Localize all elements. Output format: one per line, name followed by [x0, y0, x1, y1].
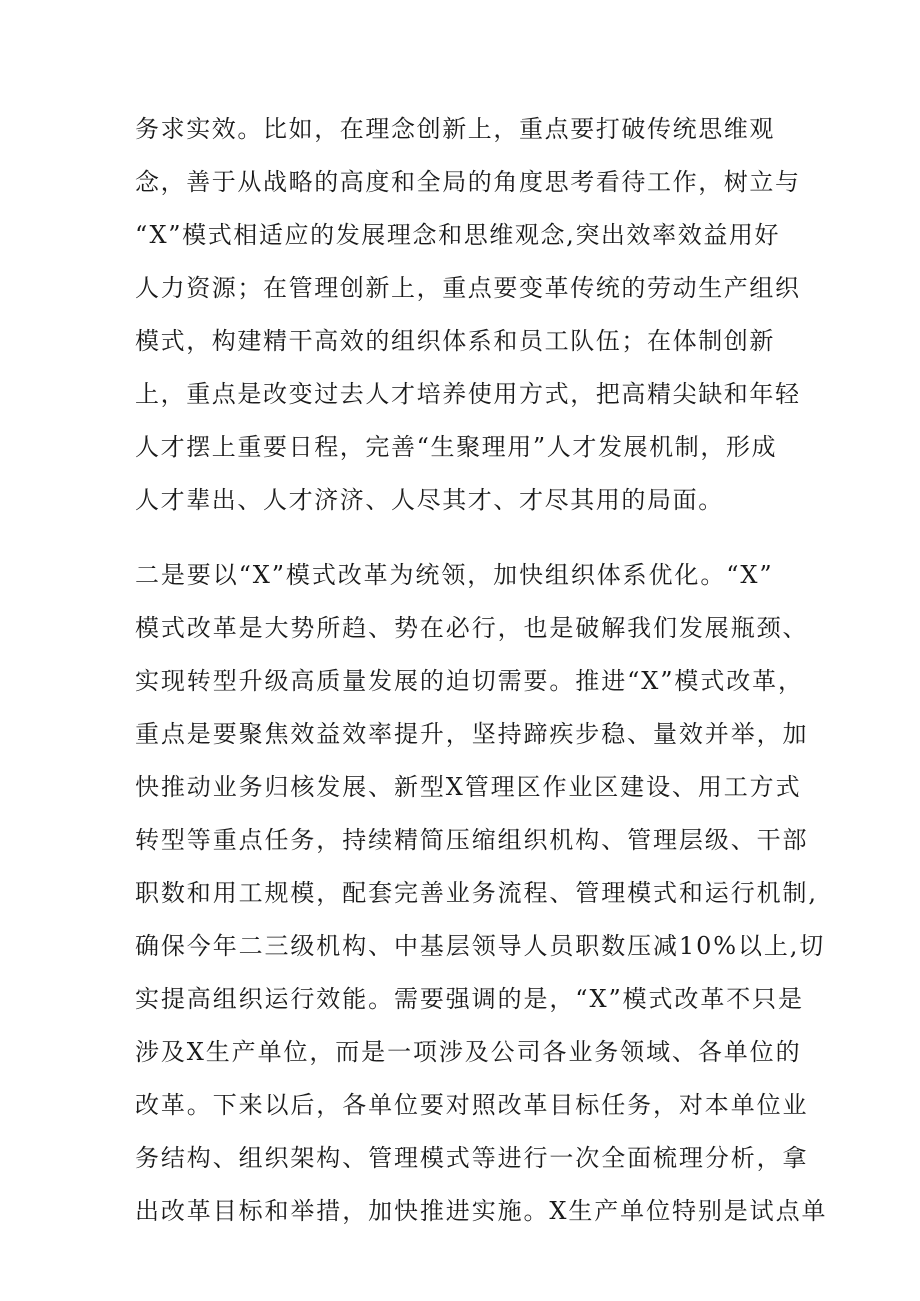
text-line: 务结构、组织架构、管理模式等进行一次全面梳理分析，拿 [135, 1144, 809, 1172]
text-line: 实现转型升级高质量发展的迫切需要。推进“X”模式改革， [135, 667, 804, 695]
text-line: 二是要以“X”模式改革为统领，加快组织体系优化。“X” [135, 561, 774, 589]
text-line: 念，善于从战略的高度和全局的角度思考看待工作，树立与 [135, 168, 801, 196]
text-line: 转型等重点任务，持续精简压缩组织机构、管理层级、干部 [135, 826, 809, 854]
text-line: 人才摆上重要日程，完善“生聚理用”人才发展机制，形成 [135, 433, 778, 461]
text-line: 务求实效。比如，在理念创新上，重点要打破传统思维观 [135, 115, 775, 143]
text-line: “X”模式相适应的发展理念和思维观念,突出效率效益用好 [135, 221, 781, 249]
text-line: 人才辈出、人才济济、人尽其才、才尽其用的局面。 [135, 486, 724, 514]
text-line: 模式改革是大势所趋、势在必行，也是破解我们发展瓶颈、 [135, 614, 809, 642]
text-line: 重点是要聚焦效益效率提升，坚持蹄疾步稳、量效并举，加 [135, 720, 809, 748]
text-line: 人力资源；在管理创新上，重点要变革传统的劳动生产组织 [135, 274, 801, 302]
text-line: 上，重点是改变过去人才培养使用方式，把高精尖缺和年轻 [135, 380, 801, 408]
text-line: 模式，构建精干高效的组织体系和员工队伍；在体制创新 [135, 327, 775, 355]
text-line: 出改革目标和举措，加快推进实施。X生产单位特别是试点单 [135, 1197, 828, 1225]
text-line: 快推动业务归核发展、新型X管理区作业区建设、用工方式 [135, 773, 802, 801]
text-line: 涉及X生产单位，而是一项涉及公司各业务领域、各单位的 [135, 1038, 802, 1066]
text-line: 实提高组织运行效能。需要强调的是，“X”模式改革不只是 [135, 985, 804, 1013]
text-line: 职数和用工规模，配套完善业务流程、管理模式和运行机制, [135, 879, 818, 907]
text-line: 改革。下来以后，各单位要对照改革目标任务，对本单位业 [135, 1091, 809, 1119]
text-line: 确保今年二三级机构、中基层领导人员职数压减10%以上,切 [135, 932, 826, 960]
